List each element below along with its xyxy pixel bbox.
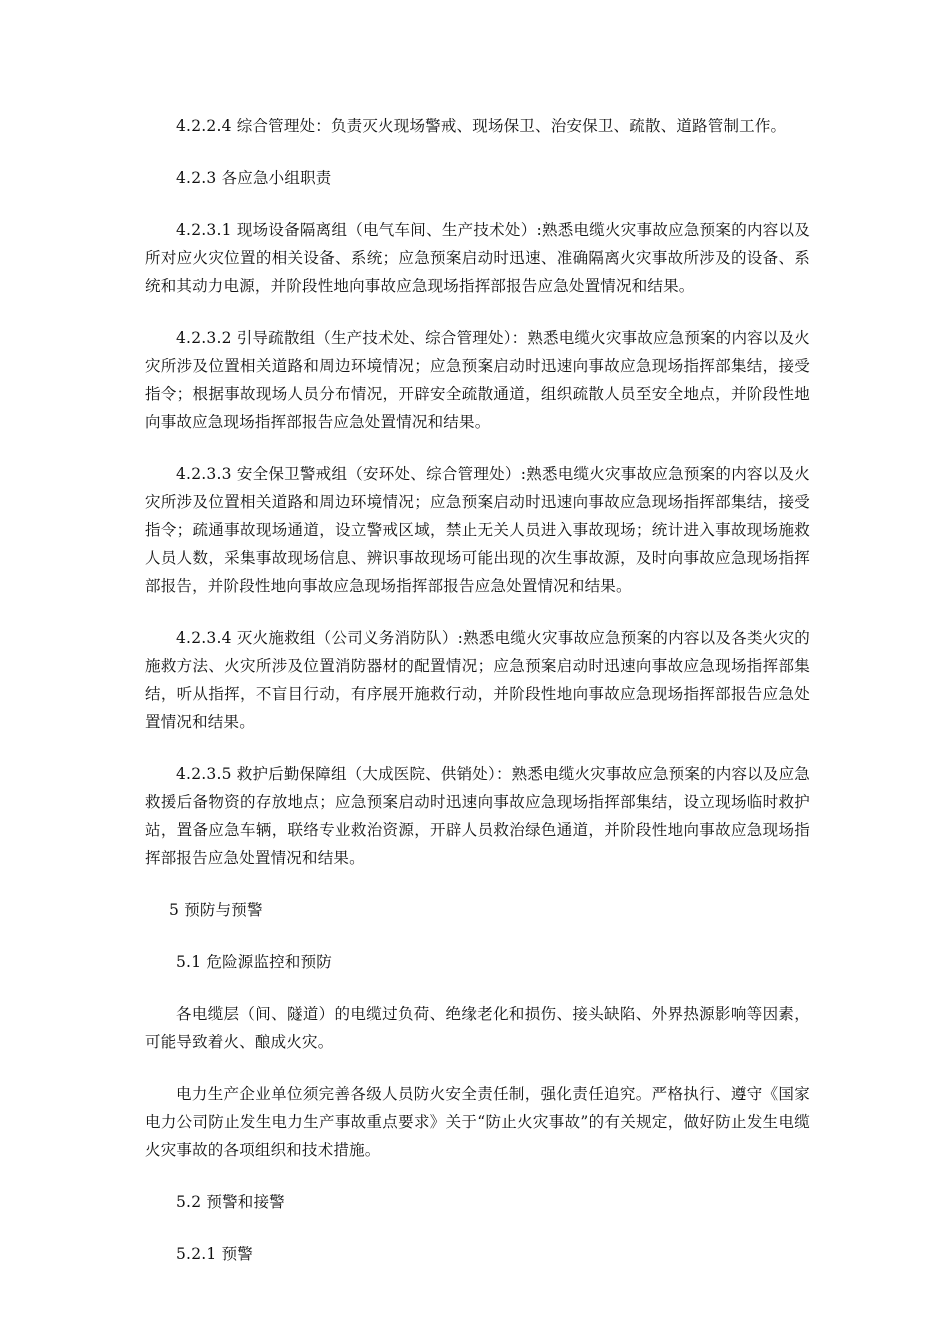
paragraph-4-2-3-1: 4.2.3.1 现场设备隔离组（电气车间、生产技术处）:熟悉电缆火灾事故应急预案的内容以及所对应火灾位置的相关设备、系统；应急预案启动时迅速、准确隔离火灾事故所涉及的设备、系统和其动力电源，并阶段性地向事故应急现场指挥部报告应急处置情况和结果。: [145, 221, 810, 295]
paragraph-4-2-3-4: 4.2.3.4 灭火施救组（公司义务消防队）:熟悉电缆火灾事故应急预案的内容以及各类火灾的施救方法、火灾所涉及位置消防器材的配置情况；应急预案启动时迅速向事故应急现场指挥部集结，听从指挥，不盲目行动，有序展开施救行动，并阶段性地向事故应急现场指挥部报告应急处置情况和结果。: [145, 629, 810, 731]
paragraph-4-2-3-3: 4.2.3.3 安全保卫警戒组（安环处、综合管理处）:熟悉电缆火灾事故应急预案的内容以及火灾所涉及位置相关道路和周边环境情况；应急预案启动时迅速向事故应急现场指挥部集结，接受指令；疏通事故现场通道，设立警戒区域，禁止无关人员进入事故现场；统计进入事故现场施救人员人数，采集事故现场信息、辨识事故现场可能出现的次生事故源，及时向事故应急现场指挥部报告，并阶段性地向事故应急现场指挥部报告应急处置情况和结果。: [145, 465, 810, 595]
heading-5: 5 预防与预警: [169, 901, 263, 919]
paragraph-4-2-2-4: 4.2.2.4 综合管理处：负责灭火现场警戒、现场保卫、治安保卫、疏散、道路管制工作。: [176, 117, 787, 135]
document-body: [145, 112, 810, 1268]
heading-5-2-1: 5.2.1 预警: [176, 1245, 253, 1263]
paragraph-5-1-hazards: 各电缆层（间、隧道）的电缆过负荷、绝缘老化和损伤、接头缺陷、外界热源影响等因素，可能导致着火、酿成火灾。: [145, 1005, 810, 1051]
paragraph-4-2-3-5: 4.2.3.5 救护后勤保障组（大成医院、供销处）：熟悉电缆火灾事故应急预案的内容以及应急救援后备物资的存放地点；应急预案启动时迅速向事故应急现场指挥部集结，设立现场临时救护站，置备应急车辆，联络专业救治资源，开辟人员救治绿色通道，并阶段性地向事故应急现场指挥部报告应急处置情况和结果。: [145, 765, 810, 867]
heading-4-2-3: 4.2.3 各应急小组职责: [176, 169, 332, 187]
paragraph-5-1-responsibility: 电力生产企业单位须完善各级人员防火安全责任制，强化责任追究。严格执行、遵守《国家电力公司防止发生电力生产事故重点要求》关于“防止火灾事故”的有关规定，做好防止发生电缆火灾事故的各项组织和技术措施。: [145, 1085, 810, 1159]
heading-5-2: 5.2 预警和接警: [176, 1193, 285, 1211]
paragraph-4-2-3-2: 4.2.3.2 引导疏散组（生产技术处、综合管理处）：熟悉电缆火灾事故应急预案的内容以及火灾所涉及位置相关道路和周边环境情况；应急预案启动时迅速向事故应急现场指挥部集结，接受指令；根据事故现场人员分布情况，开辟安全疏散通道，组织疏散人员至安全地点，并阶段性地向事故应急现场指挥部报告应急处置情况和结果。: [145, 329, 810, 431]
heading-5-1: 5.1 危险源监控和预防: [176, 953, 332, 971]
